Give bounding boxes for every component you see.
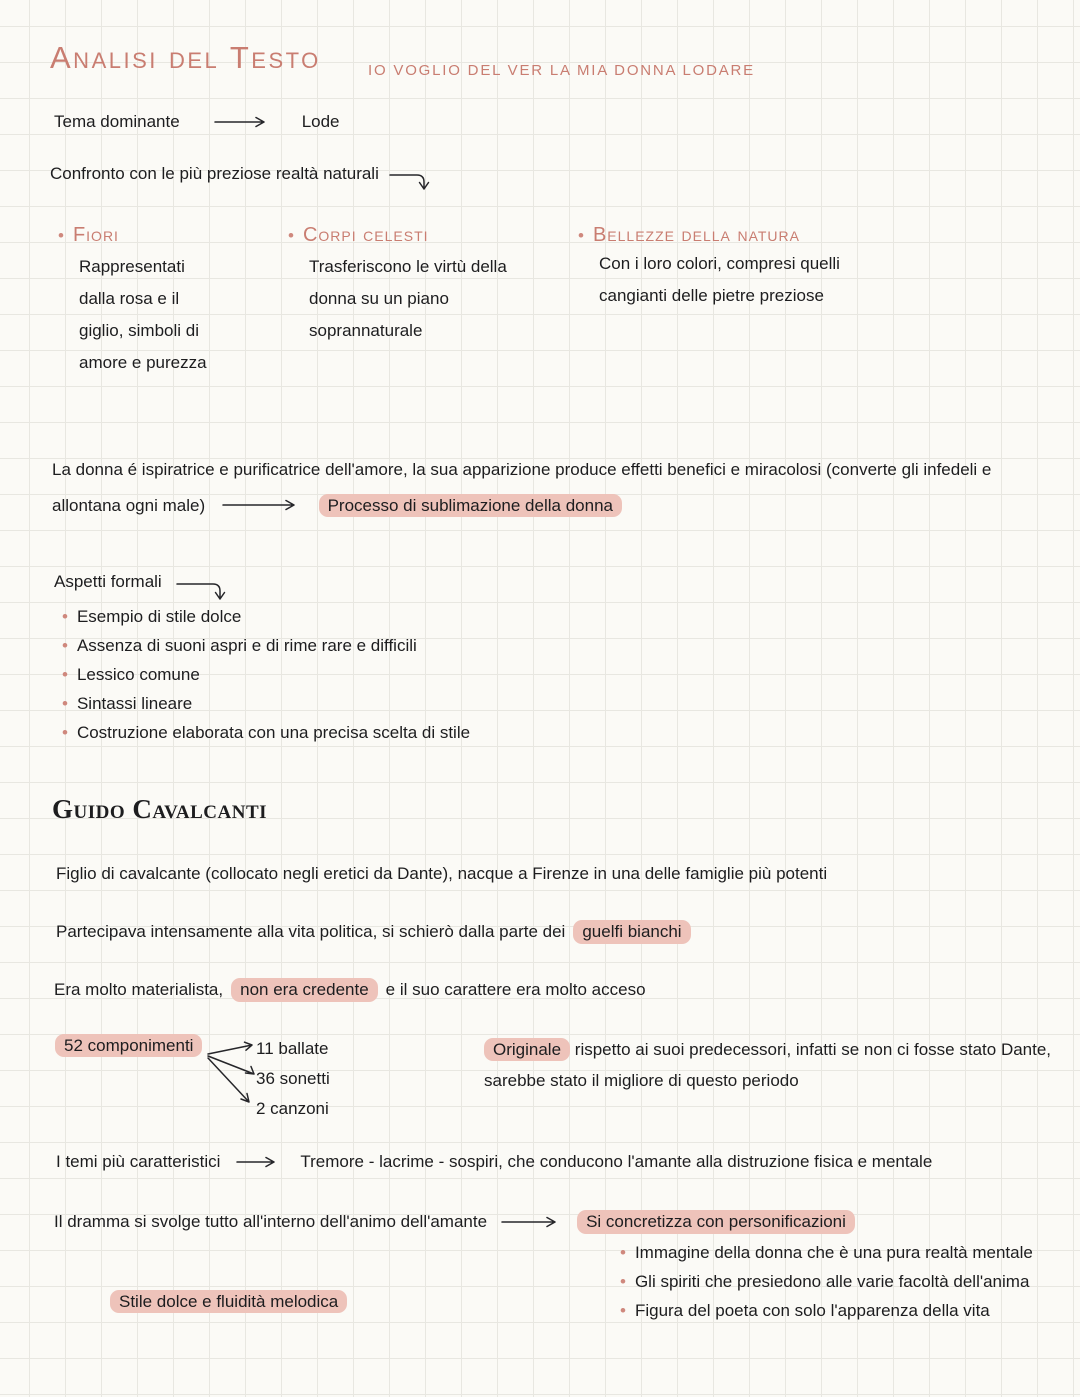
list-item [620,1238,1033,1267]
column-bellezze [578,224,888,312]
originale-note [484,1034,1080,1096]
column-corpi-heading: Corpi celesti [302,224,429,246]
list-item [62,602,470,631]
componimenti-list [256,1034,330,1124]
column-fiori-body: Rappresentati dalla rosa e il giglio, simboli di amore e purezza [79,257,207,372]
column-fiori-header [58,224,218,247]
cavalcanti-carattere-line [54,978,646,1002]
list-item [62,718,470,747]
temi-value: Tremore - lacrime - sospiri, che conducono l'amante alla distruzione fisica e mentale [300,1152,933,1171]
column-corpi-body: Trasferiscono le virtù della donna su un piano soprannaturale [309,257,507,340]
bullet-icon: • [62,723,68,742]
list-item [62,660,470,689]
arrow-right-icon [501,1215,563,1229]
column-bellezze-header [578,224,888,247]
column-fiori-heading: Fiori [72,224,119,246]
temi-label: I temi più caratteristici [56,1152,221,1171]
list-item-text: Figura del poeta con solo l'apparenza della vita [634,1301,990,1320]
list-item-text: Costruzione elaborata con una precisa scelta di stile [76,723,471,742]
list-item-text: Sintassi lineare [76,694,193,713]
bullet-icon: • [62,636,68,655]
componimenti-item: 11 ballate [256,1039,329,1058]
dramma-row [54,1210,855,1234]
donna-paragraph-text: La donna é ispiratrice e purificatrice dell'amore, la sua apparizione produce effetti benefici e miracolosi (converte gli infedeli e allontana ogni male) [52,460,992,515]
bullet-icon: • [288,226,294,245]
bullet-icon: • [62,694,68,713]
bullet-icon: • [578,226,584,245]
temi-row [56,1152,932,1172]
non-credente-highlight: non era credente [231,978,378,1002]
column-corpi-header [288,224,528,247]
bullet-icon: • [620,1243,626,1262]
guelfi-bianchi-highlight: guelfi bianchi [573,920,690,944]
arrow-hook-down-icon [389,169,433,197]
tema-dominante-row [54,112,340,132]
arrow-right-icon [214,115,272,129]
list-item-text: Esempio di stile dolce [76,607,242,626]
column-bellezze-heading: Bellezze della natura [592,224,800,246]
donna-paragraph [52,452,1017,524]
list-item [620,1296,1033,1325]
sublimazione-highlight: Processo di sublimazione della donna [319,494,622,517]
cavalcanti-bio-line: Figlio di cavalcante (collocato negli eretici da Dante), nacque a Firenze in una delle famiglie più potenti [56,864,828,883]
page-title: Analisi del Testo [50,40,321,75]
bullet-icon: • [620,1301,626,1320]
componimenti-label-wrap [55,1036,202,1056]
stile-wrap [110,1292,347,1312]
confronto-row [50,164,433,197]
list-item [62,689,470,718]
stile-highlight: Stile dolce e fluidità melodica [110,1290,347,1313]
componimenti-item: 36 sonetti [256,1069,330,1088]
cavalcanti-politica-line [56,920,691,944]
bullet-icon: • [620,1272,626,1291]
tema-dominante-label: Tema dominante [54,112,180,131]
bullet-icon: • [58,226,64,245]
list-item-text: Immagine della donna che è una pura realtà mentale [634,1243,1033,1262]
list-item-text: Assenza di suoni aspri e di rime rare e difficili [76,636,417,655]
branching-arrows-icon [206,1040,258,1112]
carattere-text-post: e il suo carattere era molto acceso [385,980,646,999]
list-item [620,1267,1033,1296]
personificazioni-highlight: Si concretizza con personificazioni [577,1210,855,1234]
originale-text: rispetto ai suoi predecessori, infatti se non ci fosse stato Dante, sarebbe stato il migliore di questo periodo [484,1040,1052,1090]
arrow-right-icon [222,498,302,512]
list-item-text: Lessico comune [76,665,200,684]
confronto-text: Confronto con le più preziose realtà naturali [50,164,379,183]
originale-highlight: Originale [484,1038,570,1061]
dramma-list [620,1238,1033,1325]
column-fiori [58,224,218,379]
page-subtitle: IO VOGLIO DEL VER LA MIA DONNA LODARE [368,62,755,79]
aspetti-formali-label: Aspetti formali [54,572,162,591]
bullet-icon: • [62,607,68,626]
componimenti-item: 2 canzoni [256,1099,329,1118]
aspetti-formali-row [54,572,228,606]
dramma-text: Il dramma si svolge tutto all'interno dell'animo dell'amante [54,1212,488,1231]
list-item [62,631,470,660]
arrow-right-icon [236,1155,282,1169]
list-item-text: Gli spiriti che presiedono alle varie facoltà dell'anima [634,1272,1030,1291]
bullet-icon: • [62,665,68,684]
componimenti-highlight: 52 componimenti [55,1034,202,1057]
section-heading-cavalcanti: Guido Cavalcanti [52,794,268,824]
aspetti-formali-list [62,602,470,747]
politica-text: Partecipava intensamente alla vita politica, si schierò dalla parte dei [56,922,566,941]
carattere-text-pre: Era molto materialista, [54,980,224,999]
column-corpi-celesti [288,224,528,347]
column-bellezze-body: Con i loro colori, compresi quelli cangianti delle pietre preziose [599,254,840,305]
tema-dominante-value: Lode [301,112,340,131]
